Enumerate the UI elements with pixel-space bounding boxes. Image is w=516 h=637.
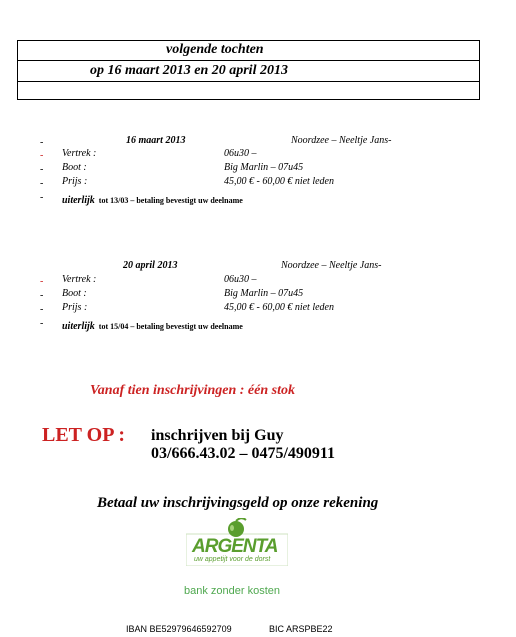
header-title: volgende tochten	[166, 42, 264, 57]
header-row-2	[18, 61, 479, 82]
deadline-text: tot 15/04 – betaling bevestigt uw deelname	[98, 322, 243, 331]
deadline-line	[62, 316, 243, 334]
letop-label: LET OP :	[42, 424, 125, 446]
vertrek-value: 06u30 –	[224, 148, 257, 159]
bullet-dash: -	[40, 178, 44, 189]
prijs-value: 45,00 € - 60,00 € niet leden	[224, 302, 334, 313]
no-cost-text: bank zonder kosten	[184, 585, 281, 597]
argenta-tagline: uw appetijt voor de dorst	[194, 556, 271, 563]
vertrek-label: Vertrek :	[62, 274, 97, 285]
bullet-dash: -	[40, 276, 44, 287]
boot-value: Big Marlin – 07u45	[224, 288, 304, 299]
deadline-line	[62, 190, 243, 208]
phone-numbers: 03/666.43.02 – 0475/490911	[151, 445, 336, 462]
vertrek-value: 06u30 –	[224, 274, 257, 285]
trip-date: 20 april 2013	[123, 260, 178, 271]
bullet-dash: -	[40, 304, 44, 315]
deadline-word: uiterlijk	[62, 321, 95, 332]
deadline-text: tot 13/03 – betaling bevestigt uw deelname	[98, 196, 243, 205]
bullet-dash: -	[40, 137, 44, 148]
boot-value: Big Marlin – 07u45	[224, 162, 304, 173]
prijs-label: Prijs :	[62, 302, 88, 313]
bullet-dash: -	[40, 164, 44, 175]
boot-label: Boot :	[62, 288, 87, 299]
vertrek-label: Vertrek :	[62, 148, 97, 159]
prijs-value: 45,00 € - 60,00 € niet leden	[224, 176, 334, 187]
trip-date: 16 maart 2013	[126, 135, 186, 146]
payment-instruction: Betaal uw inschrijvingsgeld op onze rekening	[97, 495, 379, 511]
header-row-1	[18, 41, 479, 61]
bullet-dash: -	[40, 192, 44, 203]
letop-text: inschrijven bij Guy	[151, 427, 284, 444]
header-dates: op 16 maart 2013 en 20 april 2013	[90, 63, 288, 78]
bullet-dash: -	[40, 150, 44, 161]
header-row-3	[18, 82, 479, 100]
deadline-word: uiterlijk	[62, 195, 95, 206]
boot-label: Boot :	[62, 162, 87, 173]
bullet-dash: -	[40, 318, 44, 329]
bullet-dash: -	[40, 290, 44, 301]
prijs-label: Prijs :	[62, 176, 88, 187]
header-table	[17, 40, 480, 100]
iban: IBAN BE52979646592709	[126, 624, 232, 634]
bic: BIC ARSPBE22	[269, 624, 333, 634]
trip-destination: Noordzee – Neeltje Jans-	[281, 260, 382, 271]
argenta-wordmark: ARGENTA	[192, 536, 278, 557]
argenta-logo	[186, 518, 288, 566]
trip-destination: Noordzee – Neeltje Jans-	[291, 135, 392, 146]
minimum-notice: Vanaf tien inschrijvingen : één stok	[90, 383, 295, 398]
